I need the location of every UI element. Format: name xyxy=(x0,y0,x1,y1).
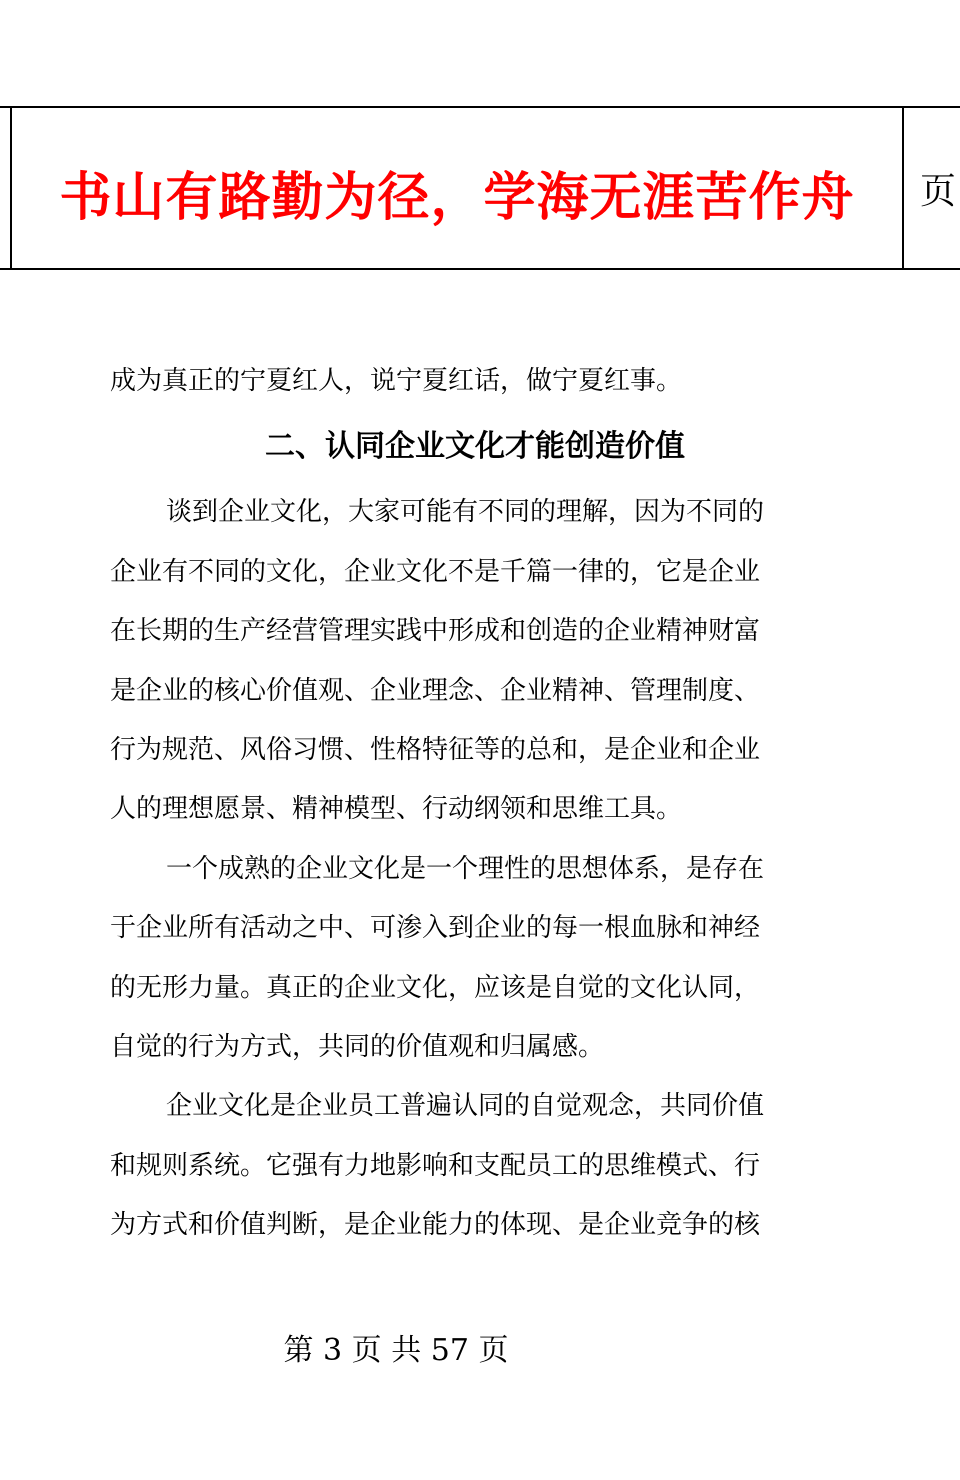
paragraph-line: 企业有不同的文化，企业文化不是千篇一律的，它是企业 xyxy=(110,556,761,587)
header-right-border xyxy=(902,108,904,268)
header-motto: 书山有路勤为径，学海无涯苦作舟 xyxy=(59,166,855,228)
header-table xyxy=(0,106,960,270)
section-heading: 二、认同企业文化才能创造价值 xyxy=(265,429,685,465)
continuation-line: 成为真正的宁夏红人，说宁夏红话，做宁夏红事。 xyxy=(110,366,683,396)
paragraph-line: 为方式和价值判断，是企业能力的体现、是企业竞争的核 xyxy=(110,1210,761,1241)
paragraph-1 xyxy=(110,483,840,839)
document-body xyxy=(110,352,840,1255)
paragraph-line: 在长期的生产经营管理实践中形成和创造的企业精神财富 xyxy=(110,616,761,647)
header-right-cell: 页 xyxy=(920,170,957,212)
paragraph-line: 自觉的行为方式，共同的价值观和归属感。 xyxy=(110,1031,605,1062)
paragraph-line: 谈到企业文化，大家可能有不同的理解，因为不同的 xyxy=(166,497,765,528)
paragraph-2 xyxy=(110,840,840,1078)
paragraph-line: 一个成熟的企业文化是一个理性的思想体系，是存在 xyxy=(166,853,765,884)
paragraph-line: 行为规范、风俗习惯、性格特征等的总和，是企业和企业 xyxy=(110,734,761,765)
paragraph-line: 人的理想愿景、精神模型、行动纲领和思维工具。 xyxy=(110,794,683,825)
paragraph-line: 的无形力量。真正的企业文化，应该是自觉的文化认同， xyxy=(110,972,761,1003)
header-left-border xyxy=(10,108,12,268)
paragraph-line: 于企业所有活动之中、可渗入到企业的每一根血脉和神经 xyxy=(110,913,761,944)
paragraph-line: 和规则系统。它强有力地影响和支配员工的思维模式、行 xyxy=(110,1150,761,1181)
paragraph-line: 是企业的核心价值观、企业理念、企业精神、管理制度、 xyxy=(110,675,761,706)
paragraph-3 xyxy=(110,1077,840,1255)
page-number: 第 3 页 共 57 页 xyxy=(283,1333,509,1368)
paragraph-line: 企业文化是企业员工普遍认同的自觉观念，共同价值 xyxy=(166,1091,765,1122)
